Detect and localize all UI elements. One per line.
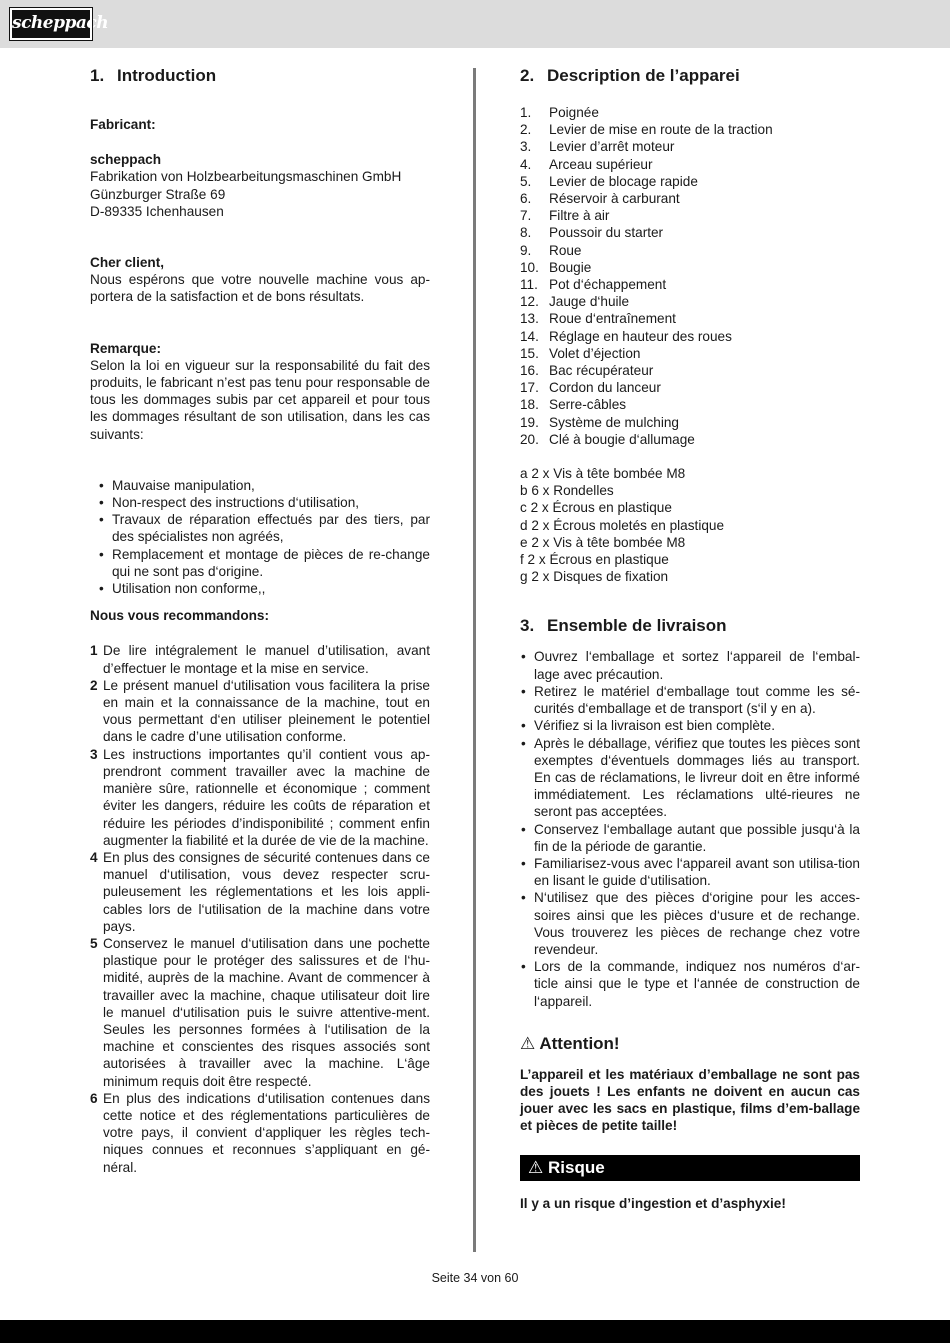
list-item: 13. Roue d‘entraînement [520, 311, 676, 327]
left-column [90, 60, 430, 1176]
brand-logo: scheppach [10, 8, 92, 40]
list-item: 5 Conservez le manuel d‘utilisation dans une pochette plastique pour le protéger des salissures et de l‘hu-midité, auprès de la machine. Avant de commencer à travailler avec la machine, chaque utilisateur doit lire le manuel d‘utilisation puis le suivre attentive-ment. Seules les personnes formées à l‘utilisation de la machine et conscientes des risques associés sont autorisées à travailler avec la machine. L‘âge minimum requis doit être respecté. [90, 935, 430, 1089]
column-divider [473, 68, 476, 1252]
section-3-heading: 3. Ensemble de livraison [520, 616, 727, 636]
list-item: g 2 x Disques de fixation [520, 569, 669, 585]
list-item: 6. Réservoir à carburant [520, 191, 680, 207]
section-2-heading: 2. Description de l’apparei [520, 66, 740, 85]
list-item: 1 De lire intégralement le manuel d’utilisation, avant d’effectuer le montage et la mise en service. [90, 643, 430, 676]
list-item: • Non-respect des instructions d‘utilisation, [90, 494, 430, 511]
list-item: • Lors de la commande, indiquez nos numéros d‘ar-ticle ainsi que le type et l‘année de construction de l‘appareil. [520, 958, 860, 1010]
dear-client-text: Nous espérons que votre nouvelle machine vous ap-portera de la satisfaction et de bons résultats. [90, 272, 430, 305]
list-item: 4. Arceau supérieur [520, 156, 653, 172]
list-item: 14. Réglage en hauteur des roues [520, 328, 732, 344]
list-item: 11. Pot d‘échappement [520, 277, 667, 293]
right-column [520, 60, 860, 1212]
dear-client-label: Cher client, [90, 255, 165, 271]
manufacturer-label: Fabricant: [90, 117, 156, 132]
list-item: 1. Poignée [520, 105, 599, 120]
list-item: • Ouvrez l‘emballage et sortez l‘appareil de l‘embal-lage avec précaution. [520, 648, 860, 682]
list-item: d 2 x Écrous moletés en plastique [520, 517, 725, 533]
page-number: Seite 34 von 60 [431, 1271, 519, 1285]
list-item: 16. Bac récupérateur [520, 363, 654, 379]
list-item: c 2 x Écrous en plastique [520, 500, 672, 516]
address-line: Günzburger Straße 69 [90, 186, 226, 202]
risk-banner: ⚠ Risque [520, 1155, 860, 1181]
list-item: • Mauvaise manipulation, [90, 477, 430, 494]
section-1-heading: 1. Introduction [90, 66, 217, 85]
list-item: • Remplacement et montage de pièces de re-change qui ne sont pas d‘origine. [90, 546, 430, 580]
list-item: • Conservez l‘emballage autant que possible jusqu‘à la fin de la période de garantie. [520, 821, 860, 855]
attention-heading: ⚠ Attention! [520, 1033, 620, 1053]
list-item: 20. Clé à bougie d‘allumage [520, 431, 695, 447]
list-item: 6 En plus des indications d‘utilisation contenues dans cette notice et des réglementations particulières de votre pays, il convient d‘appliquer les règles tech-niques connues et reconnues s’appliquant en gé-néral. [90, 1090, 430, 1175]
parts-list [520, 104, 860, 448]
list-item: f 2 x Écrous en plastique [520, 552, 669, 568]
list-item: 2 Le présent manuel d‘utilisation vous facilitera la prise en main et la connaissance de la machine, tout en vous permettant d‘en utiliser pleinement le potentiel dans le cadre d’une utilisation conforme. [90, 677, 430, 745]
attention-text: L’appareil et les matériaux d’emballage ne sont pas des jouets ! Les enfants ne doivent en aucun cas jouer avec les sacs en plastique, films d’em-ballage et pièces de petite taille! [520, 1066, 860, 1134]
list-item: e 2 x Vis à tête bombée M8 [520, 534, 686, 550]
list-item: 4 En plus des consignes de sécurité contenues dans ce manuel d‘utilisation, vous devez respecter scru-puleusement les réglementations et les lois appli-cables lors de l‘utilisation de la machine dans votre pays. [90, 849, 430, 934]
header-bar [0, 0, 950, 48]
list-item: 3. Levier d’arrêt moteur [520, 139, 675, 155]
list-item: 17. Cordon du lanceur [520, 380, 661, 396]
liability-cases-list [90, 477, 430, 597]
risk-text: Il y a un risque d’ingestion et d’asphyxie! [520, 1195, 786, 1211]
list-item: 15. Volet d’éjection [520, 345, 641, 361]
list-item: • Retirez le matériel d‘emballage tout comme les sé-curités d‘emballage et de transport (s‘il y en a). [520, 683, 860, 717]
list-item: • Vérifiez si la livraison est bien complète. [520, 717, 860, 734]
list-item: 18. Serre-câbles [520, 397, 627, 413]
list-item: 10. Bougie [520, 259, 592, 275]
list-item: 5. Levier de blocage rapide [520, 173, 698, 189]
list-item: • Familiarisez-vous avec l‘appareil avant son utilisa-tion en lisant le guide d‘utilisation. [520, 855, 860, 889]
list-item: • Utilisation non conforme,, [90, 580, 430, 597]
remark-text: Selon la loi en vigueur sur la responsabilité du fait des produits, le fabricant n’est pas tenu pour responsable de tous les dommages subis par cet appareil et pour tous les dommages résultant de son utilisation, dans les cas suivants: [90, 357, 430, 442]
list-item: • Travaux de réparation effectués par des tiers, par des spécialistes non agréés, [90, 511, 430, 545]
remark-label: Remarque: [90, 340, 162, 356]
address-line: D-89335 Ichenhausen [90, 203, 224, 219]
list-item: 3 Les instructions importantes qu’il contient vous ap-prendront comment travailler avec la machine de manière sûre, rationnelle et économique ; comment éviter les dangers, réduire les coûts de réparation et réduire les périodes d’indisponibilité ; comment enfin augmenter la fiabilité et la durée de vie de la machine. [90, 746, 430, 848]
company-name: scheppach [90, 152, 162, 168]
list-item: 7. Filtre à air [520, 208, 610, 224]
footer-bar [0, 1320, 950, 1343]
address-line: Fabrikation von Holzbearbeitungsmaschinen GmbH [90, 169, 402, 185]
delivery-list [520, 648, 860, 1009]
list-item: • N‘utilisez que des pièces d‘origine pour les acces-soires ainsi que les pièces d‘usure et de rechange. Vous trouverez les pièces de rechange chez votre revendeur. [520, 889, 860, 958]
list-item: 12. Jauge d‘huile [520, 294, 630, 310]
list-item: b 6 x Rondelles [520, 483, 614, 499]
list-item: 2. Levier de mise en route de la traction [520, 122, 773, 138]
list-item: a 2 x Vis à tête bombée M8 [520, 466, 686, 482]
warning-icon: ⚠ [520, 1033, 536, 1053]
list-item: 9. Roue [520, 242, 582, 258]
list-item: 19. Système de mulching [520, 414, 679, 430]
list-item: • Après le déballage, vérifiez que toutes les pièces sont exemptes d‘éventuels dommages liés au transport. En cas de réclamations, le livreur doit en être informé immédiatement. Les réclamations ulté-rieures ne seront pas acceptées. [520, 735, 860, 821]
accessories-list [520, 465, 860, 585]
recommendations-list [90, 642, 430, 1175]
warning-icon: ⚠ [528, 1157, 544, 1177]
list-item: 8. Poussoir du starter [520, 225, 664, 241]
recommend-label: Nous vous recommandons: [90, 608, 270, 624]
